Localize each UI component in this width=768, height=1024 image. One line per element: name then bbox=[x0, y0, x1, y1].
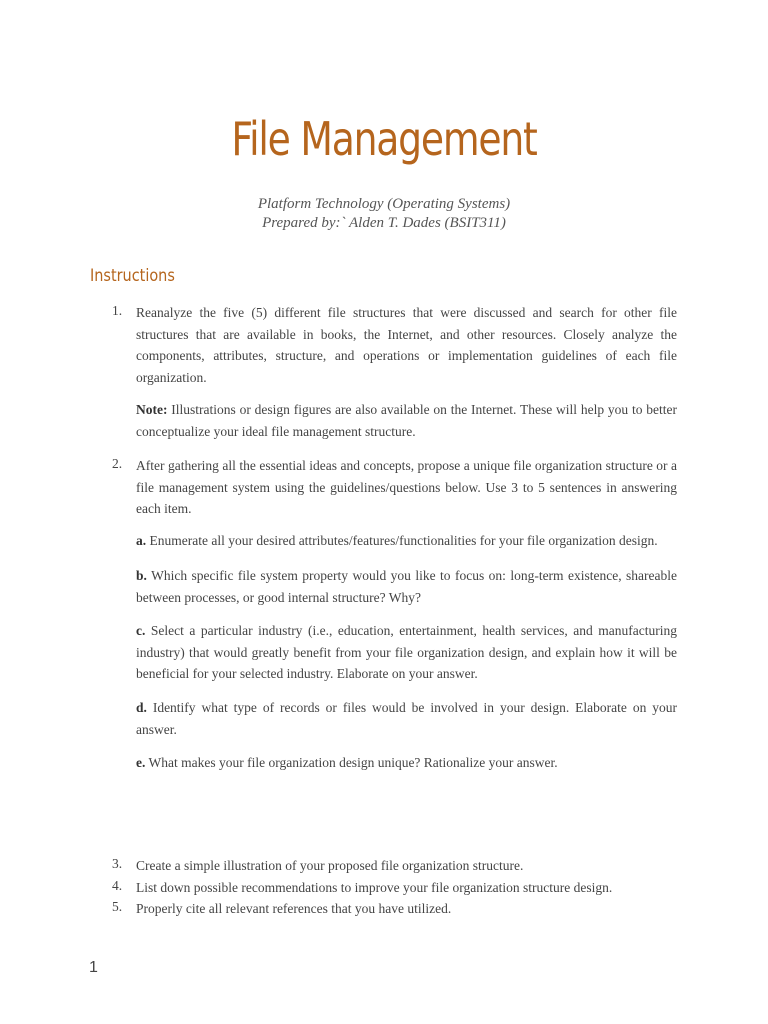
subitem-text: Select a particular industry (i.e., education, entertainment, health services, and manufacturing industry) that would greatly benefit from your file organization design, and explain how it will be beneficial for your selected industry. Elaborate on your answer. bbox=[136, 623, 677, 681]
subitem-label: b. bbox=[136, 568, 147, 583]
list-item-number: 4. bbox=[112, 878, 123, 893]
list-item-number: 2. bbox=[112, 456, 123, 471]
list-item-number: 3. bbox=[112, 856, 123, 871]
list-item-number: 1. bbox=[112, 303, 123, 318]
subitem-a bbox=[136, 530, 677, 552]
subitem-text: Identify what type of records or files would be involved in your design. Elaborate on your answer. bbox=[136, 700, 677, 737]
instructions-heading: Instructions bbox=[90, 266, 175, 286]
note-text: Illustrations or design figures are also available on the Internet. These will help you to better conceptualize your ideal file management structure. bbox=[136, 402, 677, 439]
document-title: File Management bbox=[231, 112, 537, 166]
subitem-label: d. bbox=[136, 700, 147, 715]
document-subtitle-course: Platform Technology (Operating Systems) bbox=[257, 196, 511, 212]
subitem-text: What makes your file organization design unique? Rationalize your answer. bbox=[145, 755, 558, 770]
subitem-e bbox=[136, 752, 677, 774]
subitem-text: Enumerate all your desired attributes/features/functionalities for your file organization design. bbox=[146, 533, 658, 548]
subitem-label: c. bbox=[136, 623, 146, 638]
list-item-text: After gathering all the essential ideas and concepts, propose a unique file organization structure or a file management system using the guidelines/questions below. Use 3 to 5 sentences in answering each item. bbox=[136, 458, 677, 516]
subitem-c bbox=[136, 620, 677, 685]
page-number: 1 bbox=[89, 959, 98, 976]
list-item-text: Properly cite all relevant references that you have utilized. bbox=[136, 901, 452, 916]
subitem-label: e. bbox=[136, 755, 146, 770]
list-item-number: 5. bbox=[112, 899, 123, 914]
note-label: Note: bbox=[136, 402, 168, 417]
note-paragraph bbox=[136, 399, 677, 442]
document-subtitle-author: Prepared by:` Alden T. Dades (BSIT311) bbox=[262, 215, 506, 231]
list-item-text: List down possible recommendations to improve your file organization structure design. bbox=[136, 880, 613, 895]
subitem-d bbox=[136, 697, 677, 740]
subitem-text: Which specific file system property would you like to focus on: long-term existence, shareable between processes, or good internal structure? Why? bbox=[136, 568, 677, 605]
list-item-text: Reanalyze the five (5) different file structures that were discussed and search for other file structures that are available in books, the Internet, and other resources. Closely analyze the components, attributes, structure, and operations or implementation guidelines of each file organization. bbox=[136, 305, 677, 385]
subitem-b bbox=[136, 565, 677, 608]
subitem-label: a. bbox=[136, 533, 147, 548]
list-item-text: Create a simple illustration of your proposed file organization structure. bbox=[136, 858, 524, 873]
